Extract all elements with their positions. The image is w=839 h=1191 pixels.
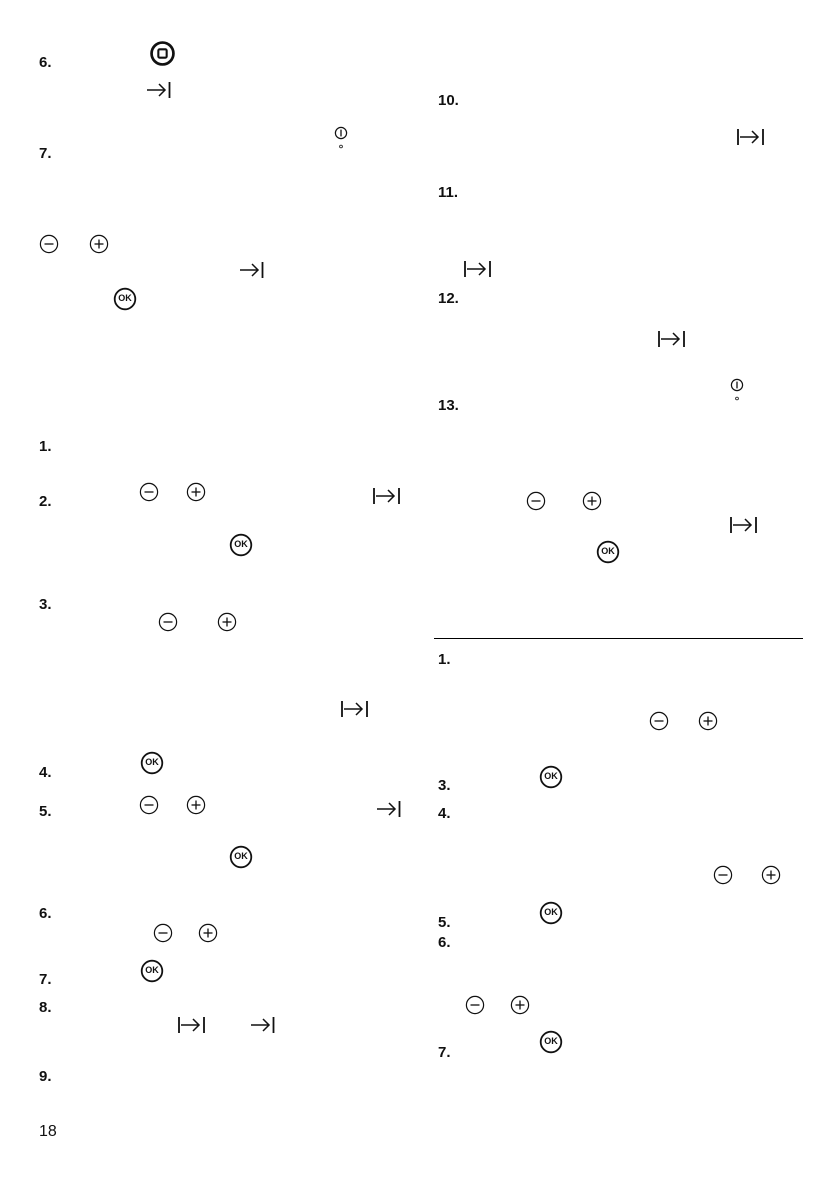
- bar-arrow-bar-icon: [340, 699, 370, 719]
- plus-circle-icon: [761, 865, 781, 885]
- step-number: 4.: [39, 764, 52, 781]
- step-number: 7.: [39, 145, 52, 162]
- step-number: 8.: [39, 999, 52, 1016]
- arrow-to-bar-icon: [146, 80, 172, 100]
- plus-circle-icon: [698, 711, 718, 731]
- step-number: 3.: [438, 777, 451, 794]
- step-number: 10.: [438, 92, 459, 109]
- minus-circle-icon: [649, 711, 669, 731]
- ok-button-icon: OK: [140, 751, 164, 775]
- power-icon: [333, 126, 349, 150]
- ok-button-icon: OK: [539, 765, 563, 789]
- step-number: 6.: [39, 905, 52, 922]
- bar-arrow-bar-icon: [372, 486, 402, 506]
- step-number: 9.: [39, 1068, 52, 1085]
- stop-button-icon: [150, 41, 175, 66]
- bar-arrow-bar-icon: [736, 127, 766, 147]
- minus-circle-icon: [713, 865, 733, 885]
- step-number: 11.: [438, 184, 459, 201]
- plus-circle-icon: [582, 491, 602, 511]
- plus-circle-icon: [186, 795, 206, 815]
- bar-arrow-bar-icon: [463, 259, 493, 279]
- step-number: 6.: [438, 934, 451, 951]
- bar-arrow-bar-icon: [657, 329, 687, 349]
- ok-button-icon: OK: [229, 533, 253, 557]
- step-number: 7.: [438, 1044, 451, 1061]
- minus-circle-icon: [139, 482, 159, 502]
- plus-circle-icon: [89, 234, 109, 254]
- bar-arrow-bar-icon: [729, 515, 759, 535]
- step-number: 13.: [438, 397, 459, 414]
- plus-circle-icon: [217, 612, 237, 632]
- ok-button-icon: OK: [539, 901, 563, 925]
- bar-arrow-bar-icon: [177, 1015, 207, 1035]
- step-number: 5.: [438, 914, 451, 931]
- page-number: 18: [39, 1123, 57, 1140]
- step-number: 4.: [438, 805, 451, 822]
- minus-circle-icon: [465, 995, 485, 1015]
- step-number: 12.: [438, 290, 459, 307]
- step-number: 2.: [39, 493, 52, 510]
- ok-button-icon: OK: [539, 1030, 563, 1054]
- step-number: 1.: [39, 438, 52, 455]
- step-number: 1.: [438, 651, 451, 668]
- power-icon: [729, 378, 745, 402]
- minus-circle-icon: [39, 234, 59, 254]
- step-number: 5.: [39, 803, 52, 820]
- ok-button-icon: [113, 287, 137, 311]
- ok-button-label: OK: [118, 293, 132, 303]
- minus-circle-icon: [158, 612, 178, 632]
- step-number: 3.: [39, 596, 52, 613]
- arrow-to-bar-icon: [376, 799, 402, 819]
- plus-circle-icon: [186, 482, 206, 502]
- minus-circle-icon: [153, 923, 173, 943]
- plus-circle-icon: [198, 923, 218, 943]
- ok-button-icon: OK: [596, 540, 620, 564]
- minus-circle-icon: [139, 795, 159, 815]
- step-number: 6.: [39, 54, 52, 71]
- minus-circle-icon: [526, 491, 546, 511]
- section-divider: [434, 638, 803, 639]
- arrow-to-bar-icon: [250, 1015, 276, 1035]
- ok-button-icon: OK: [229, 845, 253, 869]
- arrow-to-bar-icon: [239, 260, 265, 280]
- ok-button-icon: OK: [140, 959, 164, 983]
- step-number: 7.: [39, 971, 52, 988]
- plus-circle-icon: [510, 995, 530, 1015]
